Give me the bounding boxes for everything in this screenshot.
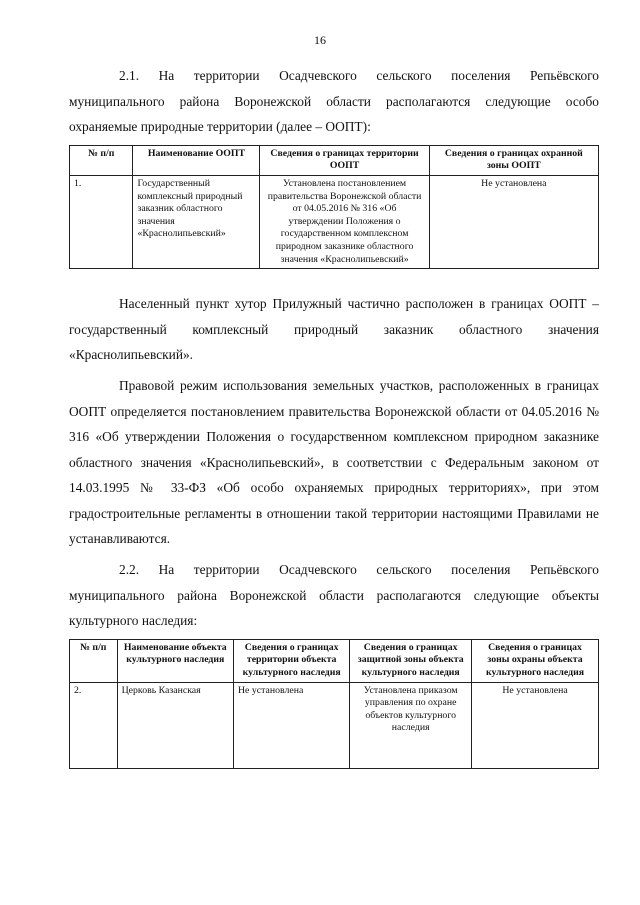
header-cell: Сведения о границах территории ООПТ: [260, 145, 429, 175]
header-cell: Сведения о границах территории объекта культурного наследия: [233, 639, 349, 682]
table-header-row: [70, 145, 599, 175]
table-header-row: [70, 639, 599, 682]
table-cell-number: 1.: [70, 175, 133, 268]
table-cell-name: Государственный комплексный природный заказник областного значения «Краснолипьевский»: [133, 175, 260, 268]
heritage-objects-table: [69, 639, 599, 769]
section-2-1-intro: 2.1. На территории Осадчевского сельского поселения Репьёвского муниципального района Воронежской области располагаются следующие особо охраняемые природные территории (далее – ООПТ):: [69, 68, 599, 135]
header-cell: Сведения о границах зоны охраны объекта культурного наследия: [472, 639, 599, 682]
header-cell: Сведения о границах защитной зоны объекта культурного наследия: [350, 639, 472, 682]
table-row: [70, 175, 599, 268]
header-cell: Наименование объекта культурного наследия: [117, 639, 233, 682]
table-cell-protection-zone: Не установлена: [472, 682, 599, 768]
settlement-paragraph: Населенный пункт хутор Прилужный частично расположен в границах ООПТ – государственный комплексный природный заказник областного значения «Краснолипьевский».: [69, 296, 599, 363]
table-cell-buffer-zone: Не установлена: [429, 175, 598, 268]
section-2-2-intro: 2.2. На территории Осадчевского сельского поселения Репьёвского муниципального района Воронежской области располагаются следующие объекты культурного наследия:: [69, 562, 599, 629]
table-cell-territory-bounds: Не установлена: [233, 682, 349, 768]
table-row: [70, 682, 599, 768]
legal-regime-paragraph: Правовой режим использования земельных участков, расположенных в границах ООПТ определяется постановлением правительства Воронежской области от 04.05.2016 № 316 «Об утверждении Положения о государственном комплексном природном заказнике областного значения «Краснолипьевский», в соответствии с Федеральным законом от 14.03.1995 № 33-ФЗ «Об особо охраняемых природных территориях», при этом градостроительные регламенты в отношении такой территории настоящими Правилами не устанавливаются.: [69, 377, 599, 547]
protected-areas-table: [69, 145, 599, 269]
header-cell: № п/п: [70, 639, 118, 682]
table-cell-number: 2.: [70, 682, 118, 768]
document-body: [69, 63, 599, 769]
table-cell-name: Церковь Казанская: [117, 682, 233, 768]
table-cell-territory-bounds: Установлена постановлением правительства Воронежской области от 04.05.2016 № 316 «Об утверждении Положения о государственном комплексном природном заказнике областного значения «Краснолипьевский»: [260, 175, 429, 268]
header-cell: № п/п: [70, 145, 133, 175]
header-cell: Сведения о границах охранной зоны ООПТ: [429, 145, 598, 175]
header-cell: Наименование ООПТ: [133, 145, 260, 175]
page-number: 16: [314, 33, 326, 47]
table-cell-protective-zone: Установлена приказом управления по охране объектов культурного наследия: [350, 682, 472, 768]
